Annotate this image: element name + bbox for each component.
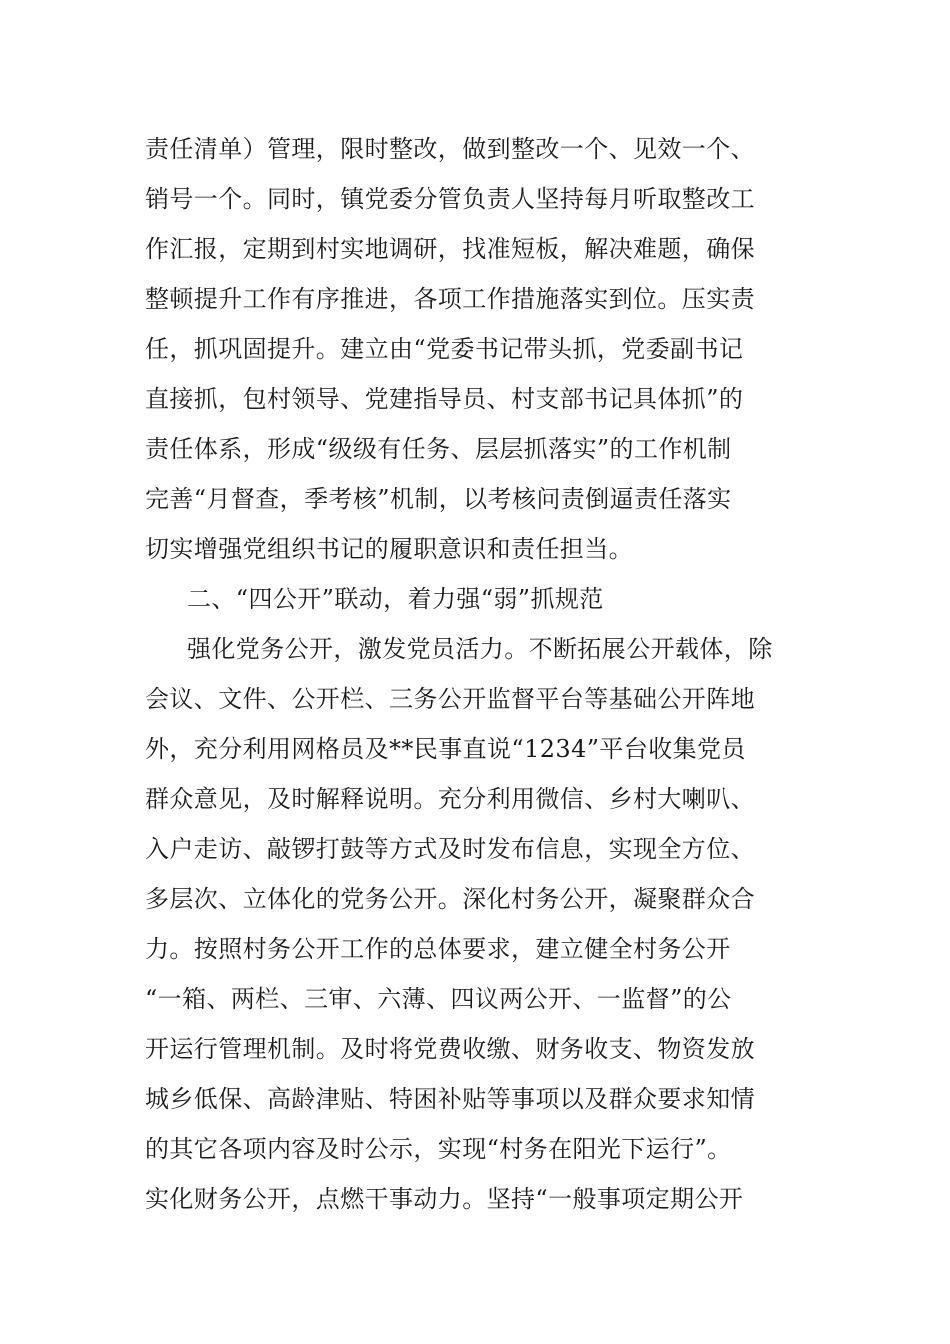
text-line: 实化财务公开，点燃干事动力。坚持“一般事项定期公开 (145, 1185, 744, 1213)
text-line: 任，抓巩固提升。建立由“党委书记带头抓，党委副书记 (145, 335, 744, 363)
section-heading: 二、“四公开”联动，着力强“弱”抓规范 (187, 585, 604, 613)
text-line: 的其它各项内容及时公示，实现“村务在阳光下运行”。 (145, 1135, 732, 1163)
text-line: 责任清单）管理，限时整改，做到整改一个、见效一个、 (145, 135, 755, 163)
text-line: 力。按照村务公开工作的总体要求，建立健全村务公开 (145, 935, 731, 963)
text-line: 责任体系，形成“级级有任务、层层抓落实”的工作机制 (145, 435, 732, 463)
text-line: 城乡低保、高龄津贴、特困补贴等事项以及群众要求知情 (145, 1085, 755, 1113)
text-line: 入户走访、敲锣打鼓等方式及时发布信息，实现全方位、 (145, 835, 755, 863)
text-line: 会议、文件、公开栏、三务公开监督平台等基础公开阵地 (145, 685, 755, 713)
text-line: “一箱、两栏、三审、六薄、四议两公开、一监督”的公 (145, 985, 732, 1013)
text-line: 切实增强党组织书记的履职意识和责任担当。 (145, 535, 633, 563)
text-line: 多层次、立体化的党务公开。深化村务公开，凝聚群众合 (145, 885, 755, 913)
text-line: 整顿提升工作有序推进，各项工作措施落实到位。压实责 (145, 285, 755, 313)
text-line: 群众意见，及时解释说明。充分利用微信、乡村大喇叭、 (145, 785, 755, 813)
document-body (145, 124, 810, 1224)
text-line: 销号一个。同时，镇党委分管负责人坚持每月听取整改工 (145, 185, 755, 213)
paragraph-start-line: 强化党务公开，激发党员活力。不断拓展公开载体，除 (187, 635, 773, 663)
text-line: 外，充分利用网格员及**民事直说“1234”平台收集党员 (145, 735, 746, 763)
text-line: 直接抓，包村领导、党建指导员、村支部书记具体抓”的 (145, 385, 744, 413)
text-line: 完善“月督查，季考核”机制，以考核问责倒逼责任落实 (145, 485, 732, 513)
text-line: 开运行管理机制。及时将党费收缴、财务收支、物资发放 (145, 1035, 755, 1063)
text-line: 作汇报，定期到村实地调研，找准短板，解决难题，确保 (145, 235, 755, 263)
